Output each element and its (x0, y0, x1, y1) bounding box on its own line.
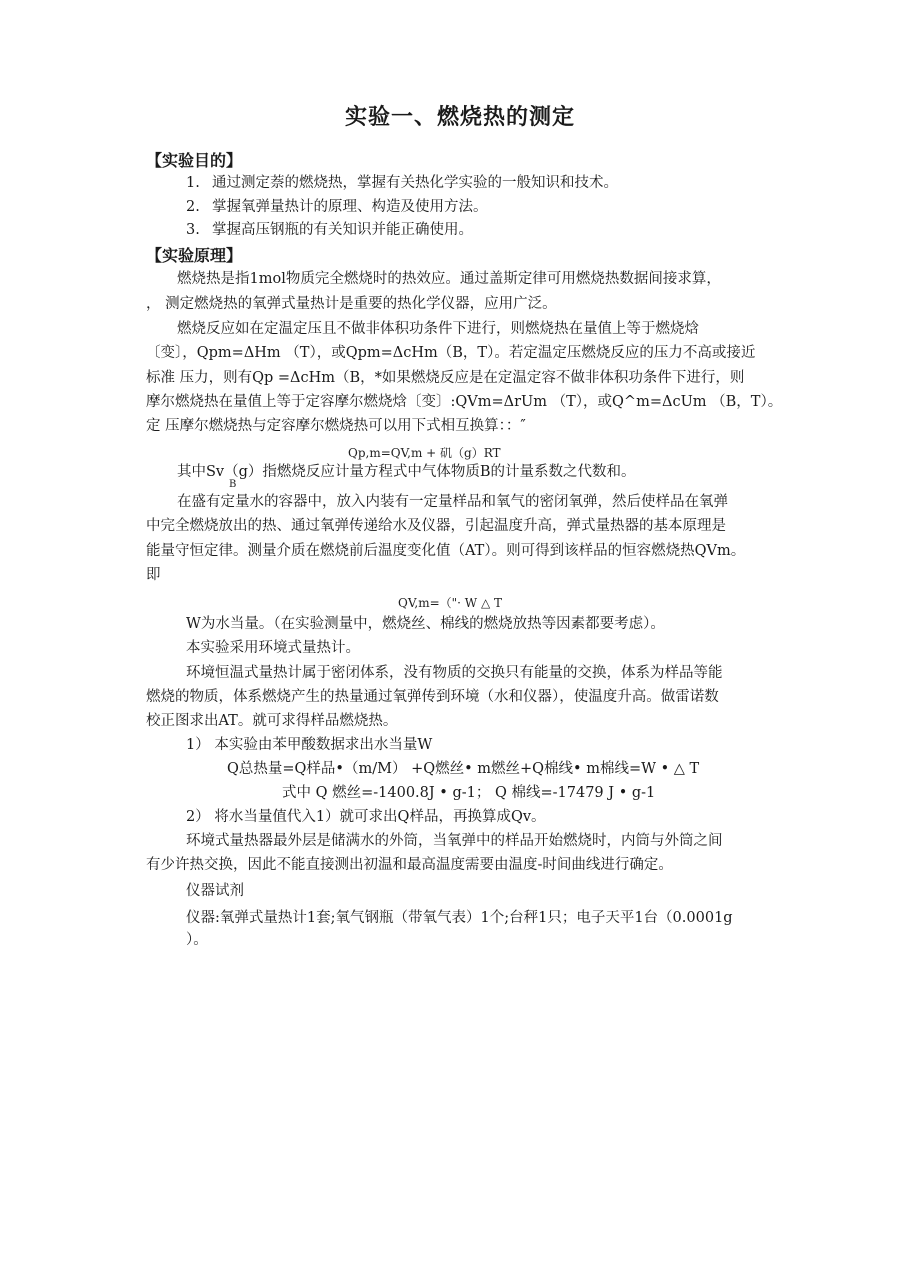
list-item-number: 1. (186, 175, 200, 191)
paragraph-line: 仪器:氧弹式量热计1套;氧气钢瓶（带氧气表）1个;台秤1只；电子天平1台（0.0001g (186, 910, 733, 926)
section-heading-principle: 【实验原理】 (146, 246, 243, 265)
list-item (186, 220, 473, 240)
paragraph-line: 环境恒温式量热计属于密闭体系，没有物质的交换只有能量的交换，体系为样品等能 (186, 665, 723, 681)
formula-constants: 式中 Q 燃丝=-1400.8J • g-1； Q 棉线=-17479 J • g-1 (282, 785, 656, 801)
paragraph-line: 中完全燃烧放出的热、通过氧弹传递给水及仪器，引起温度升高，弹式量热器的基本原理是 (146, 518, 726, 534)
list-item-text: 掌握高压钢瓶的有关知识并能正确使用。 (212, 222, 473, 238)
page-title: 实验一、燃烧热的测定 (344, 105, 575, 130)
paragraph-line: W为水当量。（在实验测量中，燃烧丝、棉线的燃烧放热等因素都要考虑）。 (186, 616, 665, 632)
subscript-b: B (229, 479, 237, 490)
list-item (186, 197, 488, 217)
equation-enthalpy-conversion: Qp,m=QV,m + 矶（g）RT (348, 446, 501, 460)
list-item-text: 掌握氧弹量热计的原理、构造及使用方法。 (212, 199, 488, 215)
paragraph-line: 其中Sv（g）指燃烧反应计量方程式中气体物质B的计量系数之代数和。 (177, 464, 636, 480)
paragraph-line: 本实验采用环境式量热计。 (186, 640, 360, 656)
formula-total-heat: Q总热量=Q样品•（m/M） +Q燃丝• m燃丝+Q棉线• m棉线=W • △ T (227, 761, 700, 777)
equation-water-equivalent: QV,m=（"· W △ T (398, 596, 502, 610)
paragraph-line: 〔变〕，Qpm=ΔHm （T），或Qpm=ΔcHm（B，T）。若定温定压燃烧反应的压力不高或接近 (146, 345, 756, 361)
paragraph-line: 能量守恒定律。测量介质在燃烧前后温度变化值（AT）。则可得到该样品的恒容燃烧热QVm。 (146, 543, 746, 559)
paragraph-line: 即 (146, 567, 161, 583)
subheading-instruments: 仪器试剂 (186, 883, 244, 899)
section-heading-purpose: 【实验目的】 (146, 151, 243, 170)
step-line: 2） 将水当量值代入1）就可求出Q样品，再换算成Qv。 (186, 809, 546, 825)
paragraph-line: 环境式量热器最外层是储满水的外筒，当氧弹中的样品开始燃烧时，内筒与外筒之间 (186, 833, 723, 849)
paragraph-line: 燃烧热是指1mol物质完全燃烧时的热效应。通过盖斯定律可用燃烧热数据间接求算， (177, 271, 721, 287)
paragraph-line: 摩尔燃烧热在量值上等于定容摩尔燃烧焓〔变〕:QVm=ΔrUm （T），或Q^m=ΔcUm （B，T）。 (146, 394, 783, 410)
paragraph-line: ）。 (186, 932, 208, 948)
paragraph-line: 标准 压力，则有Qp =ΔcHm（B，*如果燃烧反应是在定温定容不做非体积功条件下进行，则 (146, 370, 745, 386)
list-item-number: 2. (186, 199, 200, 215)
paragraph-line: 定 压摩尔燃烧热与定容摩尔燃烧热可以用下式相互换算：：″ (146, 418, 526, 434)
list-item-number: 3. (186, 222, 200, 238)
paragraph-line: 燃烧的物质，体系燃烧产生的热量通过氧弹传到环境（水和仪器），使温度升高。做雷诺数 (146, 689, 719, 705)
paragraph-line: 校正图求出AT。就可求得样品燃烧热。 (146, 713, 398, 729)
step-line: 1） 本实验由苯甲酸数据求出水当量W (186, 737, 433, 753)
list-item (186, 173, 618, 193)
paragraph-line: ， 测定燃烧热的氧弹式量热计是重要的热化学仪器，应用广泛。 (146, 296, 557, 312)
paragraph-line: 有少许热交换，因此不能直接测出初温和最高温度需要由温度-时间曲线进行确定。 (146, 857, 673, 873)
list-item-text: 通过测定萘的燃烧热，掌握有关热化学实验的一般知识和技术。 (212, 175, 618, 191)
paragraph-line: 在盛有定量水的容器中，放入内装有一定量样品和氧气的密闭氧弹，然后使样品在氧弹 (177, 494, 728, 510)
paragraph-line: 燃烧反应如在定温定压且不做非体积功条件下进行，则燃烧热在量值上等于燃烧焓 (177, 321, 699, 337)
